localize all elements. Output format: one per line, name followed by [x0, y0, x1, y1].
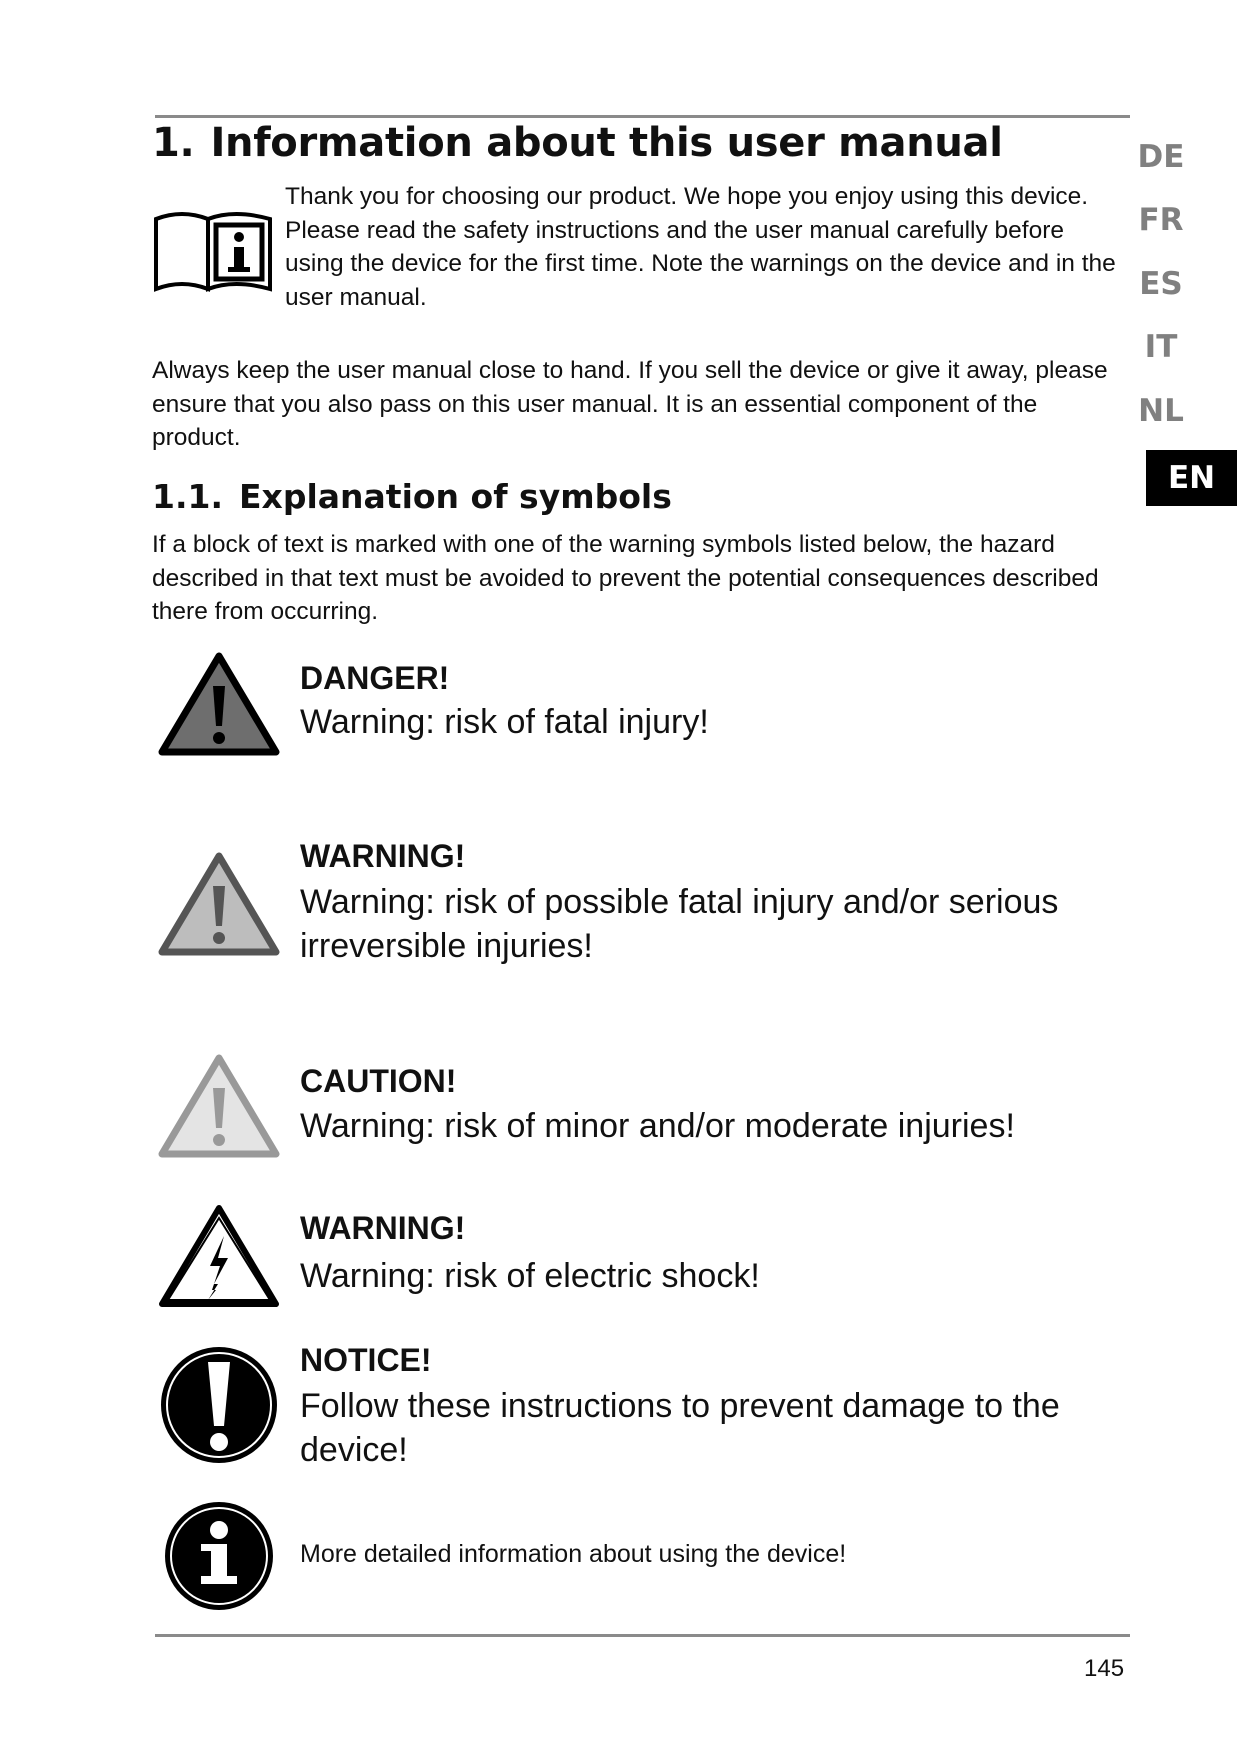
symbol-description: Warning: risk of possible fatal injury and/or serious irreversible injuries! — [300, 883, 1059, 965]
symbol-title: WARNING! — [300, 838, 466, 874]
intro-paragraph: Thank you for choosing our product. We hope you enjoy using this device. Please read the safety instructions and the user manual carefully before using the device for the first time. Note the warnings on the device and in the user manual. — [285, 183, 1116, 311]
language-tab-es[interactable]: ES — [1139, 266, 1183, 302]
symbol-description: More detailed information about using the device! — [300, 1540, 847, 1568]
info-circle-icon — [158, 1500, 280, 1612]
language-tab-de[interactable]: DE — [1137, 139, 1185, 175]
notice-exclamation-icon — [158, 1344, 280, 1466]
symbols-intro: If a block of text is marked with one of the warning symbols listed below, the hazard described in that text must be avoided to prevent the potential consequences described there from occurring. — [152, 531, 1099, 625]
symbol-description: Warning: risk of fatal injury! — [300, 703, 709, 741]
danger-triangle-icon — [158, 652, 280, 756]
symbol-description: Warning: risk of electric shock! — [300, 1257, 760, 1295]
language-tab-nl[interactable]: NL — [1138, 393, 1184, 429]
symbol-title: WARNING! — [300, 1210, 466, 1246]
language-tab-fr[interactable]: FR — [1138, 202, 1184, 238]
symbol-description: Follow these instructions to prevent damage to the device! — [300, 1387, 1060, 1469]
bottom-rule — [155, 1634, 1130, 1637]
warning-triangle-icon — [158, 852, 280, 956]
symbol-title: DANGER! — [300, 660, 450, 696]
keep-paragraph: Always keep the user manual close to hand. If you sell the device or give it away, please ensure that you also pass on this user manual. It is an essential component of the product. — [152, 357, 1108, 451]
page-number: 145 — [1084, 1655, 1125, 1682]
section-heading: 1. Information about this user manual — [152, 120, 1003, 166]
language-tab-it[interactable]: IT — [1144, 329, 1178, 365]
language-tab-en[interactable]: EN — [1146, 450, 1237, 506]
caution-triangle-icon — [158, 1054, 280, 1158]
symbol-description: Warning: risk of minor and/or moderate injuries! — [300, 1107, 1015, 1145]
top-rule — [155, 115, 1130, 118]
symbol-title: NOTICE! — [300, 1342, 432, 1378]
subsection-heading: 1.1. Explanation of symbols — [152, 477, 672, 516]
symbol-title: CAUTION! — [300, 1063, 457, 1099]
electric-shock-icon — [158, 1204, 280, 1310]
